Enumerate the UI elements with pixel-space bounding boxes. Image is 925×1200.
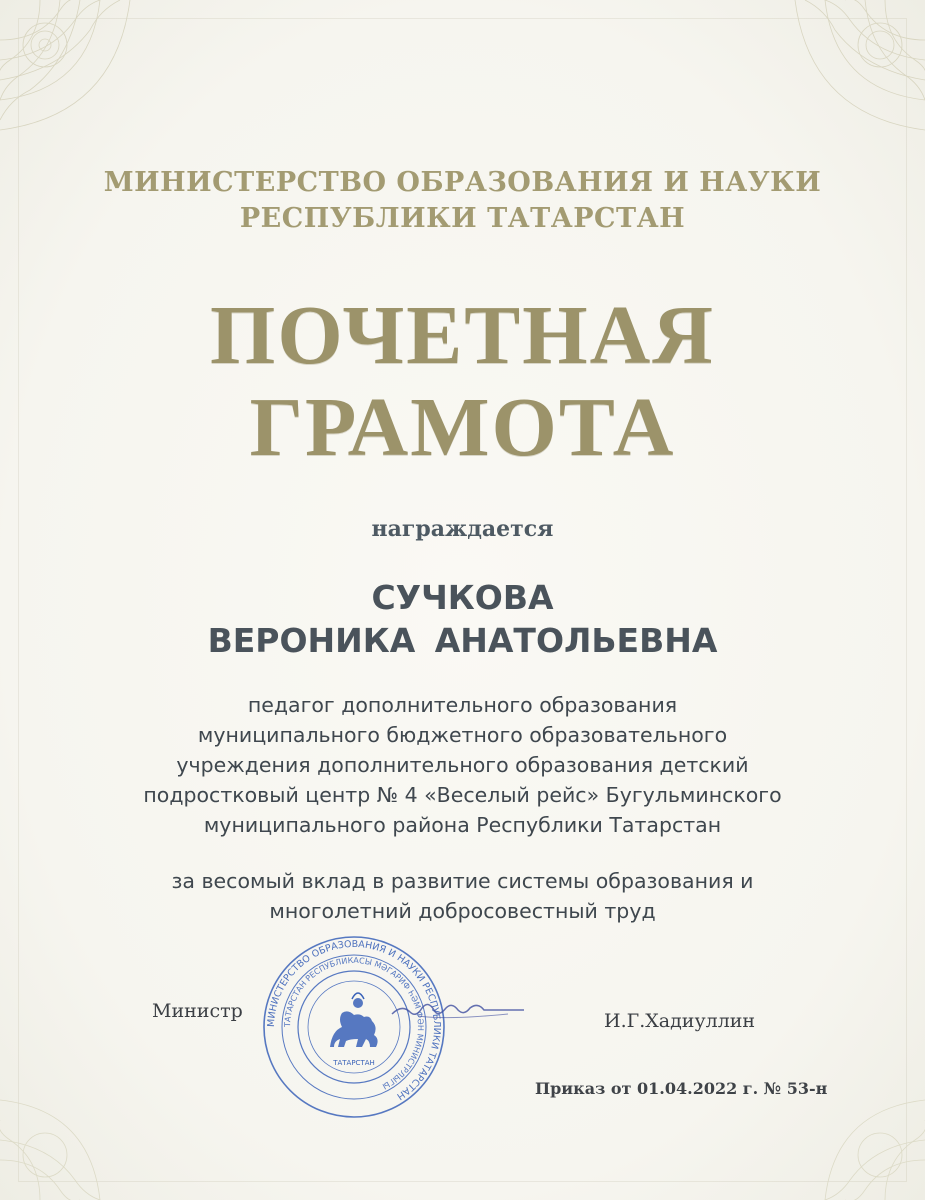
corner-ornament xyxy=(755,1030,925,1200)
recipient-position xyxy=(0,690,925,840)
minister-label: Министр xyxy=(152,1000,243,1022)
position-line: подростковый центр № 4 «Веселый рейс» Бугульминского xyxy=(143,783,782,807)
certificate-title-line1: ПОЧЕТНАЯ xyxy=(210,289,715,382)
corner-ornament xyxy=(0,0,170,170)
position-line: муниципального бюджетного образовательного xyxy=(197,723,728,747)
minister-name: И.Г.Хадиуллин xyxy=(604,1010,756,1032)
award-reason xyxy=(0,866,925,926)
awarded-label: награждается xyxy=(371,516,554,542)
recipient-given-names: ВЕРОНИКА АНАТОЛЬЕВНА xyxy=(207,621,718,660)
position-line: муниципального района Республики Татарстан xyxy=(203,813,722,837)
stamp-outer-text: МИНИСТЕРСТВО ОБРАЗОВАНИЯ И НАУКИ РЕСПУБЛИКИ ТАТАРСТАН xyxy=(265,938,443,1102)
corner-ornament xyxy=(0,1030,170,1200)
corner-ornament xyxy=(755,0,925,170)
reason-line: многолетний добросовестный труд xyxy=(269,899,656,923)
stamp-center-label: ТАТАРСТАН xyxy=(333,1059,375,1067)
ministry-name-line1: МИНИСТЕРСТВО ОБРАЗОВАНИЯ И НАУКИ xyxy=(103,167,822,198)
minister-signature xyxy=(388,990,528,1030)
position-line: педагог дополнительного образования xyxy=(247,693,678,717)
certificate-title-line2: ГРАМОТА xyxy=(249,381,676,474)
stamp-inner-text: ТАТАРСТАН РЕСПУБЛИКАСЫ МӘГАРИФ ҺӘМ ФӘН МИНИСТРЛЫГЫ xyxy=(282,955,426,1091)
ministry-name-line2: РЕСПУБЛИКИ ТАТАРСТАН xyxy=(239,203,686,234)
reason-line: за весомый вклад в развитие системы образования и xyxy=(171,869,754,893)
recipient-surname: СУЧКОВА xyxy=(371,578,554,617)
leopard-emblem-icon xyxy=(330,993,378,1047)
position-line: учреждения дополнительного образования детский xyxy=(176,753,749,777)
order-reference: Приказ от 01.04.2022 г. № 53-н xyxy=(535,1079,828,1098)
